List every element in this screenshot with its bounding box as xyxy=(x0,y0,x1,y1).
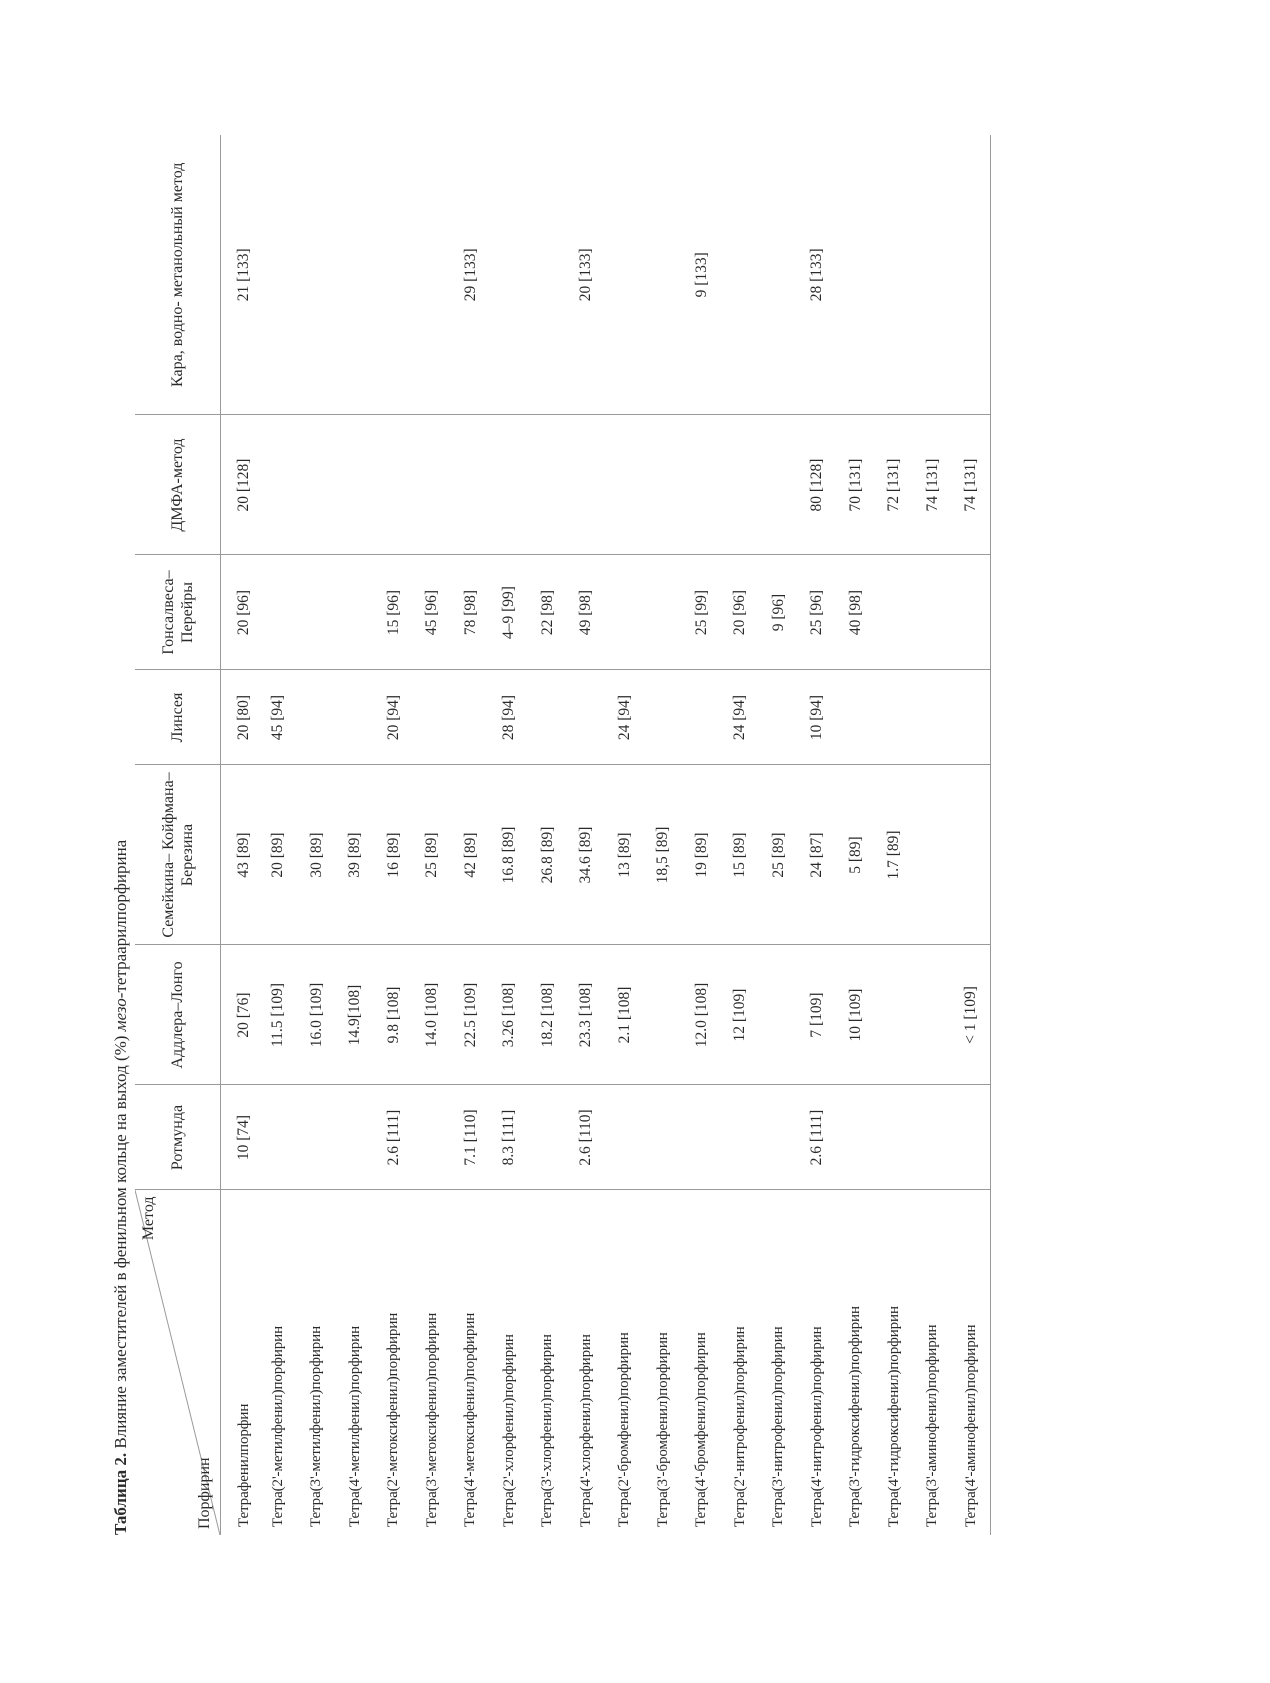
header-col: ДМФА-метод xyxy=(135,415,221,555)
yield-cell: 25 [89] xyxy=(413,765,452,945)
porphyrin-name: Тетра(4'-аминофенил)порфирин xyxy=(952,1190,991,1535)
yield-cell xyxy=(683,415,722,555)
yield-cell: 28 [133] xyxy=(798,135,837,415)
header-col: Ротмунда xyxy=(135,1085,221,1190)
yield-cell: 70 [131] xyxy=(837,415,876,555)
yield-cell xyxy=(952,1085,991,1190)
yield-cell: 43 [89] xyxy=(221,765,260,945)
yield-cell: 7.1 [110] xyxy=(452,1085,491,1190)
header-col: Гонсалвеса– Перейры xyxy=(135,555,221,670)
table-row xyxy=(837,135,876,1535)
yield-cell xyxy=(914,135,953,415)
table-row xyxy=(336,135,375,1535)
yield-cell xyxy=(644,415,683,555)
header-col: Семейкина– Койфмана–Березина xyxy=(135,765,221,945)
yield-cell: 39 [89] xyxy=(336,765,375,945)
porphyrin-name: Тетра(4'-метилфенил)порфирин xyxy=(346,1326,363,1527)
yield-cell: 16 [89] xyxy=(375,765,414,945)
yield-cell xyxy=(259,1085,298,1190)
yield-cell: 20 [76] xyxy=(221,945,260,1085)
porphyrin-name: Тетра(3'-гидроксифенил)порфирин xyxy=(847,1306,864,1527)
header-col: Кара, водно- метанольный метод xyxy=(135,135,221,415)
yield-cell xyxy=(336,670,375,765)
table-row xyxy=(952,135,991,1535)
header-corner xyxy=(135,1190,221,1535)
table-row xyxy=(413,135,452,1535)
yield-cell: 20 [94] xyxy=(375,670,414,765)
yield-cell: 29 [133] xyxy=(452,135,491,415)
yield-cell xyxy=(490,135,529,415)
yield-cell xyxy=(452,415,491,555)
yield-cell: < 1 [109] xyxy=(952,945,991,1085)
yield-cell: 16.0 [109] xyxy=(298,945,337,1085)
yield-cell xyxy=(721,135,760,415)
yield-cell xyxy=(683,1085,722,1190)
header-porphyrin: Порфирин xyxy=(196,1457,213,1529)
yield-cell xyxy=(567,415,606,555)
table-row xyxy=(298,135,337,1535)
caption-text: Влияние заместителей в фенильном кольце на выход (%) xyxy=(111,1031,130,1453)
yield-cell: 14.9[108] xyxy=(336,945,375,1085)
yield-cell xyxy=(721,415,760,555)
yield-cell: 8.3 [111] xyxy=(490,1085,529,1190)
yield-cell xyxy=(914,1085,953,1190)
yield-cell: 72 [131] xyxy=(875,415,914,555)
yield-cell xyxy=(375,415,414,555)
yield-cell: 18,5 [89] xyxy=(644,765,683,945)
porphyrin-name: Тетра(2'-метилфенил)порфирин xyxy=(269,1326,286,1527)
yield-cell: 24 [94] xyxy=(721,670,760,765)
yield-cell xyxy=(413,670,452,765)
yield-cell: 13 [89] xyxy=(606,765,645,945)
yield-cell: 11.5 [109] xyxy=(259,945,298,1085)
header-method: Метод xyxy=(140,1196,157,1241)
yield-cell xyxy=(259,135,298,415)
yield-cell: 30 [89] xyxy=(298,765,337,945)
yield-cell xyxy=(875,945,914,1085)
yield-cell: 9 [133] xyxy=(683,135,722,415)
yield-cell: 45 [96] xyxy=(413,555,452,670)
yield-cell: 7 [109] xyxy=(798,945,837,1085)
yield-cell xyxy=(298,670,337,765)
yield-cell xyxy=(952,670,991,765)
yield-cell: 2.1 [108] xyxy=(606,945,645,1085)
porphyrin-name: Тетра(2'-бромфенил)порфирин xyxy=(616,1332,633,1527)
porphyrin-name: Тетра(4'-хлорфенил)порфирин xyxy=(577,1334,594,1527)
table-row xyxy=(529,135,568,1535)
porphyrin-name: Тетра(2'-нитрофенил)порфирин xyxy=(731,1326,748,1527)
yield-cell: 18.2 [108] xyxy=(529,945,568,1085)
yield-cell xyxy=(837,135,876,415)
yield-table xyxy=(135,135,991,1535)
yield-cell xyxy=(529,135,568,415)
yield-cell xyxy=(837,670,876,765)
porphyrin-name: Тетра(4'-метоксифенил)порфирин xyxy=(462,1312,479,1527)
yield-cell xyxy=(837,1085,876,1190)
header-row xyxy=(135,135,221,1535)
table-row xyxy=(221,135,260,1535)
porphyrin-name: Тетра(4'-гидроксифенил)порфирин xyxy=(885,1306,902,1527)
porphyrin-name: Тетрафенилпорфин xyxy=(235,1403,252,1527)
yield-cell xyxy=(490,415,529,555)
header-col: Аддлера–Лонго xyxy=(135,945,221,1085)
yield-cell xyxy=(644,555,683,670)
yield-cell: 20 [80] xyxy=(221,670,260,765)
yield-cell: 4–9 [99] xyxy=(490,555,529,670)
yield-cell: 22 [98] xyxy=(529,555,568,670)
caption-label: Таблица 2. xyxy=(111,1452,130,1535)
yield-cell xyxy=(760,1085,799,1190)
yield-cell xyxy=(413,1085,452,1190)
yield-cell xyxy=(875,670,914,765)
yield-cell: 9.8 [108] xyxy=(375,945,414,1085)
yield-cell: 20 [96] xyxy=(721,555,760,670)
yield-cell: 25 [89] xyxy=(760,765,799,945)
yield-cell: 9 [96] xyxy=(760,555,799,670)
yield-cell: 20 [128] xyxy=(221,415,260,555)
yield-cell: 5 [89] xyxy=(837,765,876,945)
yield-cell: 78 [98] xyxy=(452,555,491,670)
yield-cell xyxy=(914,670,953,765)
yield-cell xyxy=(644,1085,683,1190)
yield-cell: 23.3 [108] xyxy=(567,945,606,1085)
yield-cell xyxy=(529,670,568,765)
yield-cell: 1.7 [89] xyxy=(875,765,914,945)
yield-cell xyxy=(336,415,375,555)
porphyrin-name: Тетра(3'-метоксифенил)порфирин xyxy=(423,1312,440,1527)
porphyrin-name: Тетра(3'-бромфенил)порфирин xyxy=(654,1332,671,1527)
yield-cell: 2.6 [111] xyxy=(375,1085,414,1190)
yield-cell xyxy=(606,415,645,555)
yield-cell: 12 [109] xyxy=(721,945,760,1085)
yield-cell: 74 [131] xyxy=(952,415,991,555)
porphyrin-name: Тетра(4'-нитрофенил)порфирин xyxy=(808,1326,825,1527)
yield-cell xyxy=(914,945,953,1085)
yield-cell: 2.6 [110] xyxy=(567,1085,606,1190)
yield-cell xyxy=(952,135,991,415)
yield-cell xyxy=(259,415,298,555)
yield-cell xyxy=(298,555,337,670)
yield-cell xyxy=(375,135,414,415)
table-row xyxy=(721,135,760,1535)
yield-cell xyxy=(298,415,337,555)
yield-cell: 42 [89] xyxy=(452,765,491,945)
yield-cell xyxy=(606,555,645,670)
yield-cell xyxy=(952,765,991,945)
yield-cell xyxy=(413,415,452,555)
table-body xyxy=(221,135,991,1535)
table-row xyxy=(567,135,606,1535)
yield-cell: 24 [94] xyxy=(606,670,645,765)
caption-italic: мезо xyxy=(111,998,130,1032)
yield-cell: 25 [99] xyxy=(683,555,722,670)
table-row xyxy=(452,135,491,1535)
yield-cell: 80 [128] xyxy=(798,415,837,555)
yield-cell xyxy=(606,135,645,415)
yield-cell: 12.0 [108] xyxy=(683,945,722,1085)
table-row xyxy=(259,135,298,1535)
porphyrin-name: Тетра(3'-хлорфенил)порфирин xyxy=(539,1334,556,1527)
yield-cell xyxy=(875,555,914,670)
porphyrin-name: Тетра(2'-хлорфенил)порфирин xyxy=(500,1334,517,1527)
yield-cell: 21 [133] xyxy=(221,135,260,415)
yield-cell: 10 [94] xyxy=(798,670,837,765)
yield-cell xyxy=(259,555,298,670)
yield-cell xyxy=(760,670,799,765)
yield-cell xyxy=(298,135,337,415)
yield-cell: 49 [98] xyxy=(567,555,606,670)
yield-cell: 16.8 [89] xyxy=(490,765,529,945)
yield-cell xyxy=(760,135,799,415)
table-caption xyxy=(110,135,132,1535)
yield-cell xyxy=(760,415,799,555)
yield-cell xyxy=(875,1085,914,1190)
yield-cell xyxy=(683,670,722,765)
yield-cell xyxy=(298,1085,337,1190)
yield-cell xyxy=(336,135,375,415)
yield-cell xyxy=(760,945,799,1085)
porphyrin-name: Тетра(3'-нитрофенил)порфирин xyxy=(770,1326,787,1527)
table-row xyxy=(798,135,837,1535)
yield-cell xyxy=(875,135,914,415)
yield-cell xyxy=(529,415,568,555)
rotated-page xyxy=(110,135,1030,1535)
yield-cell xyxy=(644,135,683,415)
yield-cell xyxy=(529,1085,568,1190)
porphyrin-name: Тетра(3'-аминофенил)порфирин xyxy=(924,1324,941,1527)
yield-cell xyxy=(914,765,953,945)
yield-cell xyxy=(644,945,683,1085)
table-row xyxy=(914,135,953,1535)
porphyrin-name: Тетра(4'-бромфенил)порфирин xyxy=(693,1332,710,1527)
table-row xyxy=(644,135,683,1535)
yield-cell: 14.0 [108] xyxy=(413,945,452,1085)
table-row xyxy=(375,135,414,1535)
yield-cell: 10 [109] xyxy=(837,945,876,1085)
table-row xyxy=(683,135,722,1535)
yield-cell: 20 [133] xyxy=(567,135,606,415)
porphyrin-name: Тетра(2'-метоксифенил)порфирин xyxy=(385,1312,402,1527)
yield-cell: 24 [87] xyxy=(798,765,837,945)
porphyrin-name: Тетра(3'-метилфенил)порфирин xyxy=(308,1326,325,1527)
yield-cell: 74 [131] xyxy=(914,415,953,555)
table-row xyxy=(875,135,914,1535)
yield-cell xyxy=(952,555,991,670)
yield-cell: 45 [94] xyxy=(259,670,298,765)
yield-cell: 34.6 [89] xyxy=(567,765,606,945)
yield-cell xyxy=(567,670,606,765)
yield-cell xyxy=(914,555,953,670)
table-row xyxy=(606,135,645,1535)
yield-cell: 28 [94] xyxy=(490,670,529,765)
yield-cell: 26.8 [89] xyxy=(529,765,568,945)
yield-cell: 40 [98] xyxy=(837,555,876,670)
yield-cell: 20 [96] xyxy=(221,555,260,670)
yield-cell xyxy=(413,135,452,415)
yield-cell: 2.6 [111] xyxy=(798,1085,837,1190)
header-col: Линсея xyxy=(135,670,221,765)
yield-cell xyxy=(452,670,491,765)
yield-cell xyxy=(336,555,375,670)
yield-cell xyxy=(721,1085,760,1190)
yield-cell: 20 [89] xyxy=(259,765,298,945)
yield-cell: 19 [89] xyxy=(683,765,722,945)
yield-cell: 25 [96] xyxy=(798,555,837,670)
yield-cell xyxy=(606,1085,645,1190)
yield-cell: 10 [74] xyxy=(221,1085,260,1190)
caption-text-end: -тетраарилпорфирина xyxy=(111,839,130,999)
yield-cell: 15 [89] xyxy=(721,765,760,945)
yield-cell xyxy=(336,1085,375,1190)
table-row xyxy=(760,135,799,1535)
yield-cell: 22.5 [109] xyxy=(452,945,491,1085)
yield-cell: 15 [96] xyxy=(375,555,414,670)
table-row xyxy=(490,135,529,1535)
yield-cell: 3.26 [108] xyxy=(490,945,529,1085)
yield-cell xyxy=(644,670,683,765)
